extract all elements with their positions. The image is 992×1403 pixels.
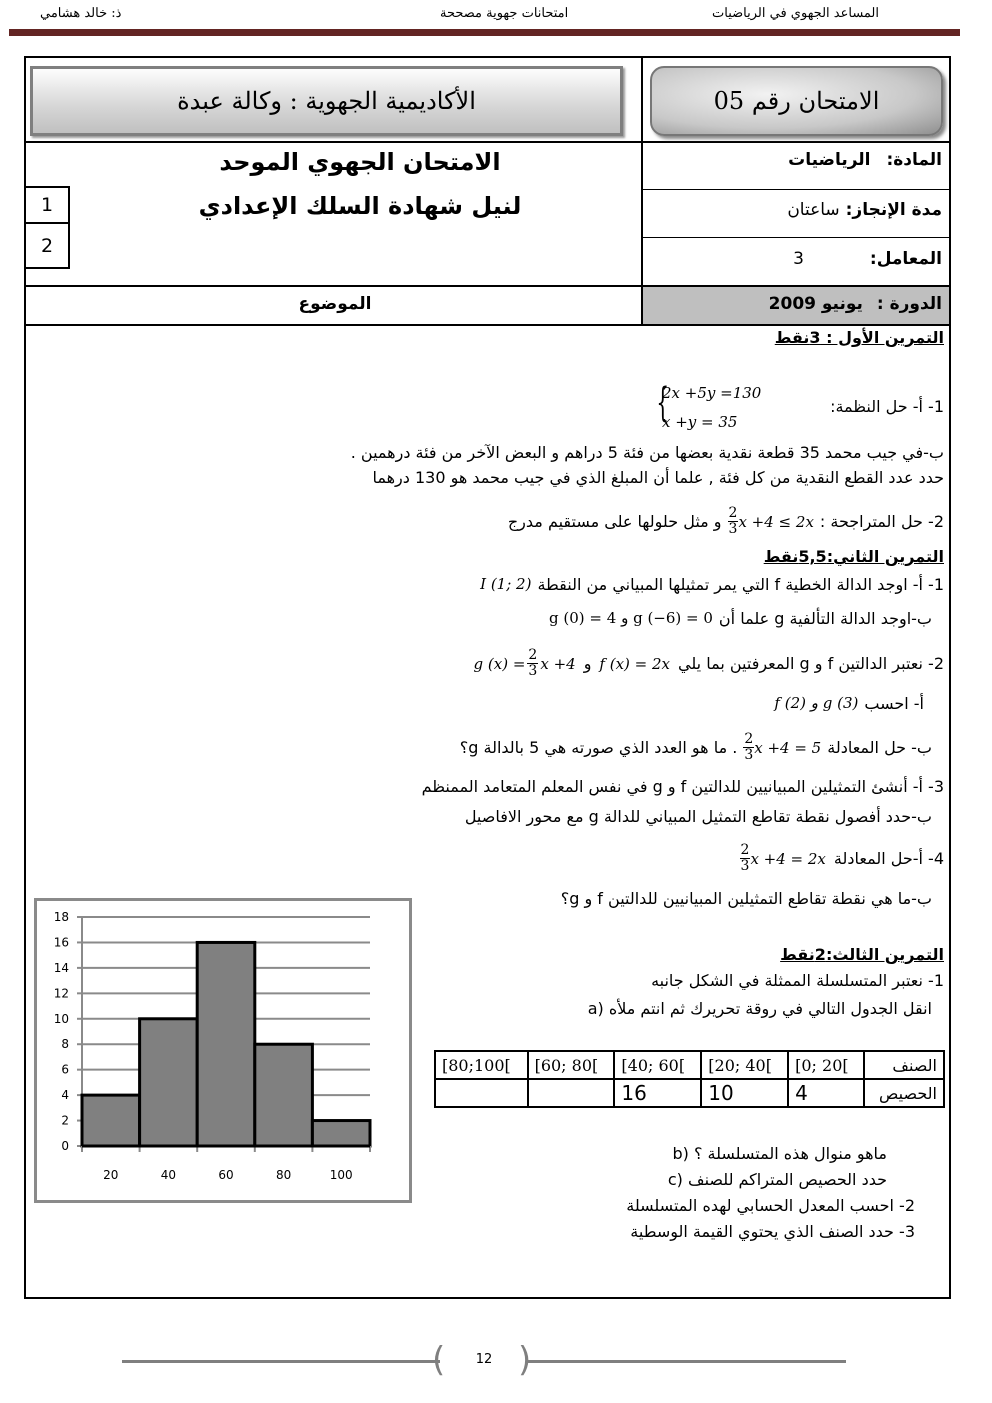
header-book-title: المساعد الجهوي في الرياضيات xyxy=(712,6,880,21)
session-row xyxy=(769,294,942,314)
subject-value: الرياضيات xyxy=(788,150,871,170)
x-tick-label: 20 xyxy=(103,1168,119,1182)
x-tick-label: 100 xyxy=(329,1168,353,1182)
ex3-q3: 3- حدد الصنف الذي يحتوي القيمة الوسطية xyxy=(630,1222,915,1241)
fraction-numerator: 2 xyxy=(744,731,754,747)
frequency-cell: 10 xyxy=(701,1079,788,1107)
class-cell: [60; 80[ xyxy=(528,1051,615,1079)
fraction xyxy=(743,732,754,763)
info-divider xyxy=(641,189,951,190)
frequency-cell: 4 xyxy=(788,1079,863,1107)
header-author: ذ: خالد هشامي xyxy=(40,6,122,21)
y-tick-label: 12 xyxy=(53,986,69,1001)
ex2-q3b: ب-حدد أفصول نقطة تقاطع التمثيل المبياني للدالة g مع محور الافاصيل xyxy=(464,807,932,826)
ex2-q2a-text: أ- احسب xyxy=(864,694,924,713)
fraction-denominator: 3 xyxy=(740,858,750,874)
class-cell: [80;100[ xyxy=(435,1051,528,1079)
histogram-svg xyxy=(37,901,409,1200)
ex2-q4a-prefix: 4- أ-حل المعادلة xyxy=(833,849,944,868)
exam-title-line2: لنيل شهادة السلك الإعدادي xyxy=(198,192,522,220)
ex2-q3a: 3- أ- أنشئ التمثيلين المبيانيين للدالتين f و g في نفس المعلم المتعامد الممنظم xyxy=(421,777,944,796)
ex2-q2-text: 2- نعتبر الدالتين f و g المعرفتين بما يلي xyxy=(678,654,944,673)
exam-number-banner xyxy=(650,66,943,136)
y-tick-label: 6 xyxy=(61,1062,69,1077)
fraction-numerator: 2 xyxy=(728,505,738,521)
point-I: I (1; 2) xyxy=(480,575,532,593)
ex1-q2-suffix: و مثل حلولها على مستقيم مدرج xyxy=(507,512,722,531)
ex2-q2 xyxy=(474,648,944,679)
frequency-table xyxy=(434,1050,945,1108)
g-definition xyxy=(474,648,576,679)
frequency-cell xyxy=(528,1079,615,1107)
ex2-q1b xyxy=(549,609,932,628)
coefficient-row xyxy=(793,249,942,269)
coefficient-label: المعامل: xyxy=(869,249,942,269)
ex1-q1a: 1- أ- حل النظمة: xyxy=(830,397,944,416)
ex3-q1: 1- نعتبر المتسلسلة الممثلة في الشكل جانبه xyxy=(651,971,944,990)
g-right: x +4 xyxy=(540,654,576,673)
equation-rest: x +4 = 5 xyxy=(754,738,822,757)
histogram-bar xyxy=(312,1121,370,1146)
y-tick-label: 0 xyxy=(61,1139,69,1153)
table-row-classes xyxy=(435,1051,944,1079)
ex1-q1b-line2: حدد عدد القطع النقدية من كل فئة , علما أن المبلغ الذي في جيب محمد هو 130 درهما xyxy=(372,468,944,487)
topic-label: الموضوع xyxy=(298,294,372,314)
duration-row xyxy=(787,200,942,220)
duration-label: مدة الإنجاز: xyxy=(845,200,942,220)
header-collection-title: امتحانات جهوية مصححة xyxy=(440,6,569,21)
fraction xyxy=(728,506,739,537)
frequency-cell xyxy=(435,1079,528,1107)
academy-name: الأكاديمية الجهوية : وكالة عبدة xyxy=(177,87,476,115)
y-tick-label: 10 xyxy=(53,1011,69,1026)
ex2-q1a xyxy=(480,575,944,594)
histogram-bar xyxy=(140,1019,198,1146)
session-label: الدورة : xyxy=(876,294,942,314)
footer-line-left xyxy=(122,1360,440,1363)
ex2-q2b xyxy=(460,732,932,763)
f-definition: f (x) = 2x xyxy=(599,654,671,673)
system-equation-2: x +y = 35 xyxy=(662,413,738,431)
ex1-q2-inequality xyxy=(728,506,814,537)
academy-banner xyxy=(30,66,623,136)
page-number: 12 xyxy=(475,1352,493,1367)
session-value: يونيو 2009 xyxy=(768,294,863,314)
g-left: g (x) = xyxy=(473,654,526,673)
info-divider xyxy=(641,237,951,238)
fraction-numerator: 2 xyxy=(528,647,538,663)
y-tick-label: 16 xyxy=(53,935,69,950)
fraction-denominator: 3 xyxy=(728,521,738,537)
histogram-bar xyxy=(255,1044,313,1146)
exercise3-title: التمرين الثالث:2نقط xyxy=(780,945,944,964)
ex2-q4a-equation xyxy=(740,843,826,874)
exam-title-line1: الامتحان الجهوي الموحد xyxy=(219,148,501,176)
x-tick-label: 80 xyxy=(275,1168,292,1182)
x-tick-label: 40 xyxy=(160,1168,177,1182)
footer-bracket-left: ( xyxy=(432,1340,446,1380)
ex2-q1b-text: ب-اوجد الدالة التألفية g علما أن xyxy=(718,609,932,628)
ex2-q4b: ب-ما هي نقطة تقاطع التمثيلين المبيانيين للدالتين f و g؟ xyxy=(560,889,932,908)
fraction xyxy=(740,843,751,874)
y-tick-label: 2 xyxy=(61,1113,69,1128)
page-box-2: 2 xyxy=(24,222,70,269)
equation-rest: x +4 = 2x xyxy=(750,849,826,868)
fraction-numerator: 2 xyxy=(740,842,750,858)
exam-number: الامتحان رقم 05 xyxy=(713,87,880,115)
y-tick-label: 4 xyxy=(61,1088,69,1103)
fraction xyxy=(527,648,538,679)
header-divider xyxy=(24,324,951,326)
ex2-q2b-prefix: ب- حل المعادلة xyxy=(827,738,932,757)
fraction-denominator: 3 xyxy=(744,747,754,763)
histogram-bar xyxy=(197,942,255,1146)
system-equation-1: 2x +5y =130 xyxy=(662,384,762,402)
ex3-q1a: a) انقل الجدول التالي في روقة تحريرك ثم انتم ملأه xyxy=(587,999,932,1018)
exercise1-title: التمرين الأول : 3نقط xyxy=(774,328,944,347)
subject-row xyxy=(788,150,942,170)
footer-bracket-right: ) xyxy=(518,1340,532,1380)
y-tick-label: 14 xyxy=(53,960,69,975)
y-tick-label: 8 xyxy=(61,1037,69,1052)
duration-value: ساعتان xyxy=(787,200,840,220)
inequality-rest: x +4 ≤ 2x xyxy=(738,512,814,531)
class-cell: [40; 60[ xyxy=(614,1051,701,1079)
ex2-q2b-equation xyxy=(743,732,821,763)
x-tick-label: 60 xyxy=(218,1168,234,1182)
y-tick-label: 18 xyxy=(53,910,69,924)
ex2-q1b-conditions: g (0) = 4 و g (−6) = 0 xyxy=(549,609,713,627)
ex2-q2b-suffix: . ما هو العدد الذي صورته هي 5 بالدالة g؟ xyxy=(459,738,738,757)
class-cell: [0; 20[ xyxy=(788,1051,863,1079)
ex3-q2: 2- احسب المعدل الحسابي لهده المتسلسلة xyxy=(626,1196,915,1215)
ex2-q2a xyxy=(774,694,924,713)
ex1-q2-prefix: 2- حل المتراجحة : xyxy=(819,512,944,531)
coefficient-value: 3 xyxy=(793,249,804,269)
table-row-frequencies xyxy=(435,1079,944,1107)
fraction-denominator: 3 xyxy=(528,663,538,679)
ex1-q2 xyxy=(508,506,944,537)
ex2-q2a-math: f (2) و g (3) xyxy=(774,694,859,712)
page-box-1: 1 xyxy=(24,186,70,224)
exercise2-title: التمرين الثاني:5,5نقط xyxy=(763,547,944,566)
row-header-frequency: الحصيص xyxy=(864,1079,944,1107)
ex2-q1a-text: 1- أ- اوجد الدالة الخطية f التي يمر تمثيلها المبياني من النقطة xyxy=(537,575,944,594)
footer-line-right xyxy=(528,1360,846,1363)
and-word: و xyxy=(583,654,592,673)
ex3-q1c: c) حدد الحصيص المتراكم للصنف xyxy=(667,1170,887,1189)
row-header-class: الصنف xyxy=(864,1051,944,1079)
subject-label: المادة: xyxy=(886,150,942,170)
system-brace: { xyxy=(656,380,670,426)
frequency-cell: 16 xyxy=(614,1079,701,1107)
ex2-q4a xyxy=(740,843,944,874)
ex1-q1b-line1: ب-في جيب محمد 35 قطعة نقدية بعضها من فئة 5 دراهم و البعض الآخر من فئة درهمين . xyxy=(350,443,944,462)
class-cell: [20; 40[ xyxy=(701,1051,788,1079)
ex3-q1b: b) ماهو منوال هذه المتسلسلة ؟ xyxy=(672,1144,887,1163)
header-divider xyxy=(24,141,951,143)
header-bar xyxy=(9,29,960,36)
histogram-bar xyxy=(82,1095,140,1146)
histogram-chart xyxy=(34,898,412,1203)
